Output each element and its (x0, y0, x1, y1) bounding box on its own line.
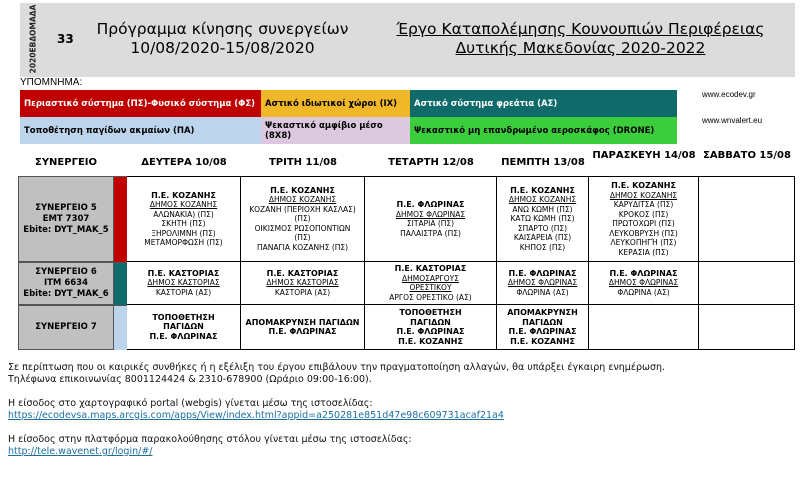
notes (8, 362, 665, 458)
place: ΞΗΡΟΛΙΜΝΗ (ΠΣ) (151, 228, 216, 238)
place: ΚΑΣΤΟΡΙΑ (ΑΣ) (155, 287, 212, 297)
schedule-cell (241, 262, 365, 305)
fleet-link[interactable]: http://tele.wavenet.gr/login/#/ (8, 446, 153, 457)
schedule-cell (497, 176, 589, 262)
webgis-link[interactable]: https://ecodevsa.maps.arcgis.com/apps/View/index.html?appid=a250281e851d47e98c609731acaf21a4 (8, 410, 504, 421)
week-label-text: 2020ΕΒΔΟΜΑΔΑ (28, 4, 38, 74)
project-title-line1: Έργο Καταπολέμησης Κουνουπιών Περιφέρειας (396, 20, 765, 38)
task-line: ΠΑΓΙΔΩΝ (163, 322, 204, 332)
municipality: ΔΗΜΟΣ ΚΑΣΤΟΡΙΑΣ (147, 278, 220, 288)
crew-color-strip (114, 262, 127, 305)
legend-item-drone: Ψεκαστικό μη επανδρωμένο αεροσκάφος (DRONE) (410, 117, 677, 144)
place: ΑΛΩΝΑΚΙΑ) (ΠΣ) (153, 209, 214, 219)
task-line: Π.Ε. ΦΛΩΡΙΝΑΣ (268, 327, 337, 336)
crew-line: Ebite: DYT_MAK_5 (23, 224, 109, 235)
schedule-cell (589, 262, 699, 305)
regional-unit: Π.Ε. ΚΑΣΤΟΡΙΑΣ (147, 268, 220, 278)
place: ΣΙΤΑΡΙΑ (ΠΣ) (406, 219, 455, 228)
column-header-monday: ΔΕΥΤΕΡΑ 10/08 (141, 157, 227, 168)
legend-label: ΥΠΟΜΝΗΜΑ: (20, 77, 83, 88)
task-line: ΤΟΠΟΘΕΤΗΣΗ (399, 308, 462, 317)
municipality: ΔΗΜΟΣ ΚΑΣΤΟΡΙΑΣ (266, 278, 339, 288)
task-line: ΠΑΓΙΔΩΝ (522, 317, 563, 327)
column-header-crew: ΣΥΝΕΡΓΕΙΟ (34, 157, 98, 168)
municipality: ΔΗΜΟΣ ΚΟΖΑΝΗΣ (508, 195, 577, 205)
crew-cell (18, 262, 114, 305)
column-header-thursday: ΠΕΜΠΤΗ 13/08 (501, 157, 585, 168)
municipality: ΔΗΜΟΣ ΦΛΩΡΙΝΑΣ (395, 209, 466, 219)
crew-line: ΣΥΝΕΡΓΕΙΟ 5 (35, 202, 97, 213)
task-line: Π.Ε. ΚΟΖΑΝΗΣ (398, 336, 463, 346)
crew-cell (18, 176, 114, 262)
task-line: Π.Ε. ΚΟΖΑΝΗΣ (510, 336, 575, 346)
program-title-line1: Πρόγραμμα κίνησης συνεργείων (96, 20, 349, 38)
place: ΛΕΥΚΟΠΗΓΉ (ΠΣ) (610, 238, 677, 247)
place: ΚΑΡΥΔΙΤΣΑ (ΠΣ) (613, 200, 674, 209)
crew-line: ΕΜΤ 7307 (42, 213, 90, 224)
place: ΦΛΩΡΙΝΑ (ΑΣ) (516, 287, 569, 297)
municipality: ΔΗΜΟΣ ΚΟΖΑΝΗΣ (609, 190, 678, 200)
schedule-cell (497, 305, 589, 350)
schedule-cell (699, 262, 795, 305)
week-number: 33 (57, 32, 74, 46)
regional-unit: Π.Ε. ΚΟΖΑΝΗΣ (611, 181, 676, 190)
regional-unit: Π.Ε. ΚΑΣΤΟΡΙΑΣ (266, 268, 339, 278)
schedule-cell (589, 305, 699, 350)
schedule-cell (127, 305, 241, 350)
week-label-vertical (27, 2, 39, 76)
column-header-saturday: ΣΑΒΒΑΤΟ 15/08 (703, 150, 791, 161)
crew-line: ΣΥΝΕΡΓΕΙΟ 6 (35, 267, 97, 277)
task-line: Π.Ε. ΦΛΩΡΙΝΑΣ (508, 327, 577, 336)
place: ΚΟΖΑΝΗ (ΠΕΡΙΟΧΗ ΚΑΣΛΑΣ) (249, 204, 356, 214)
link-wnvalert[interactable]: www.wnvalert.eu (702, 116, 763, 125)
schedule-cell (699, 176, 795, 262)
place: ΑΝΩ ΚΩΜΗ (ΠΣ) (512, 204, 573, 214)
municipality: ΔΗΜΟΣ ΚΟΖΑΝΗΣ (268, 195, 337, 205)
notes-changes: Σε περίπτωση που οι καιρικές συνθήκες ή η εξέλιξη του έργου επιβάλουν την πραγματοποίηση αλλαγών, θα υπάρξει έγκαιρη ενημέρωση. (8, 362, 666, 373)
place: ΛΕΥΚΟΒΡΥΣΗ (ΠΣ) (609, 228, 678, 238)
legend-item-amphibious: Ψεκαστικό αμφίβιο μέσο (8Χ8) (261, 117, 410, 144)
task-line: Π.Ε. ΦΛΩΡΙΝΑΣ (149, 331, 218, 341)
legend-item-manholes: Αστικό σύστημα φρεάτια (ΑΣ) (410, 90, 677, 117)
place: ΠΑΝΑΓΙΑ ΚΟΖΑΝΗΣ (ΠΣ) (256, 242, 349, 252)
place: ΚΕΡΑΣΙΑ (ΠΣ) (618, 247, 669, 257)
link-ecodev[interactable]: www.ecodev.gr (702, 90, 756, 99)
column-header-wednesday: ΤΕΤΑΡΤΗ 12/08 (388, 157, 474, 168)
crew-color-strip (114, 305, 127, 350)
regional-unit: Π.Ε. ΦΛΩΡΙΝΑΣ (609, 268, 678, 278)
schedule-cell (365, 305, 497, 350)
legend-item-traps: Τοποθέτηση παγίδων ακμαίων (ΠΑ) (20, 117, 261, 144)
regional-unit: Π.Ε. ΚΟΖΑΝΗΣ (510, 185, 575, 195)
municipality: ΔΗΜΟΣ ΦΛΩΡΙΝΑΣ (608, 278, 679, 288)
regional-unit: Π.Ε. ΚΑΣΤΟΡΙΑΣ (394, 264, 467, 273)
crew-line: Ebite: DYT_MAK_6 (23, 289, 109, 299)
place: (ΠΣ) (294, 214, 311, 224)
project-title (368, 20, 793, 58)
legend-item-private-spaces: Αστικό ιδιωτικοί χώροι (ΙΧ) (261, 90, 410, 117)
crew-cell (18, 305, 114, 350)
place: ΣΚΗΤΗ (ΠΣ) (161, 219, 206, 228)
place: ΠΡΩΤΟΧΩΡΙ (ΠΣ) (612, 219, 675, 228)
schedule-cell (589, 176, 699, 262)
place: ΜΕΤΑΜΟΡΦΩΣΗ (ΠΣ) (144, 238, 223, 247)
notes-webgis-text: Η είσοδος στο χαρτογραφικό portal (webgis) γίνεται μέσω της ιστοσελίδας: (8, 398, 373, 409)
place: ΚΑΤΩ ΚΩΜΗ (ΠΣ) (510, 214, 575, 224)
task-line: ΤΟΠΟΘΕΤΗΣΗ (152, 312, 215, 322)
place: ΚΡΟΚΟΣ (ΠΣ) (618, 209, 669, 219)
place: ΣΠΑΡΤΟ (ΠΣ) (517, 223, 568, 233)
municipality: ΔΗΜΟΣ ΚΟΖΑΝΗΣ (149, 200, 218, 209)
place: ΑΡΓΟΣ ΟΡΕΣΤΙΚΟ (ΑΣ) (389, 292, 472, 302)
schedule-table (18, 176, 798, 350)
project-title-line2: Δυτικής Μακεδονίας 2020-2022 (455, 39, 706, 57)
municipality: ΔΗΜΟΣΑΡΓΟΥΣ ΟΡΕΣΤΙΚΟΥ (402, 273, 459, 292)
regional-unit: Π.Ε. ΦΛΩΡΙΝΑΣ (396, 200, 465, 209)
regional-unit: Π.Ε. ΚΟΖΑΝΗΣ (151, 190, 216, 200)
crew-line: ΣΥΝΕΡΓΕΙΟ 7 (35, 322, 97, 332)
legend-item-peri-urban: Περιαστικό σύστημα (ΠΣ)-Φυσικό σύστημα (ΦΣ) (20, 90, 261, 117)
place: (ΠΣ) (294, 233, 311, 243)
legend (20, 90, 677, 144)
crew-color-strip (114, 176, 127, 262)
notes-fleet-text: Η είσοδος στην πλατφόρμα παρακολούθησης στόλου γίνεται μέσω της ιστοσελίδας: (8, 434, 412, 445)
place: ΚΗΠΟΣ (ΠΣ) (519, 242, 566, 252)
place: ΟΙΚΙΣΜΟΣ ΡΩΣΟΠΟΝΤΙΩΝ (254, 223, 351, 233)
task-line: ΑΠΟΜΑΚΡΥΝΣΗ (507, 308, 578, 317)
schedule-cell (365, 262, 497, 305)
schedule-cell (497, 262, 589, 305)
program-title (85, 20, 360, 58)
place: ΠΑΛΑΙΣΤΡΑ (ΠΣ) (400, 228, 461, 238)
schedule-cell (127, 176, 241, 262)
schedule-cell (241, 305, 365, 350)
schedule-cell (127, 262, 241, 305)
task-line: Π.Ε. ΦΛΩΡΙΝΑΣ (396, 327, 465, 336)
regional-unit: Π.Ε. ΚΟΖΑΝΗΣ (270, 185, 335, 195)
schedule-cell (699, 305, 795, 350)
task-line: ΠΑΓΙΔΩΝ (410, 317, 451, 327)
place: ΚΑΙΣΑΡΕΙΑ (ΠΣ) (513, 233, 572, 243)
column-header-tuesday: ΤΡΙΤΗ 11/08 (268, 157, 338, 168)
crew-line: ΙΤΜ 6634 (43, 278, 89, 288)
municipality: ΔΗΜΟΣ ΦΛΩΡΙΝΑΣ (507, 278, 578, 288)
task-line: ΑΠΟΜΑΚΡΥΝΣΗ ΠΑΓΙΔΩΝ (245, 317, 360, 327)
column-header-friday: ΠΑΡΑΣΚΕΥΗ 14/08 (592, 150, 696, 161)
place: ΦΛΩΡΙΝΑ (ΑΣ) (617, 287, 670, 297)
schedule-cell (365, 176, 497, 262)
notes-phones: Τηλέφωνα επικοινωνίας 8001124424 & 2310-678900 (Ωράριο 09:00-16:00). (8, 374, 372, 385)
program-dates: 10/08/2020-15/08/2020 (130, 39, 315, 57)
schedule-cell (241, 176, 365, 262)
regional-unit: Π.Ε. ΦΛΩΡΙΝΑΣ (508, 268, 577, 278)
place: ΚΑΣΤΟΡΙΑ (ΑΣ) (274, 287, 331, 297)
